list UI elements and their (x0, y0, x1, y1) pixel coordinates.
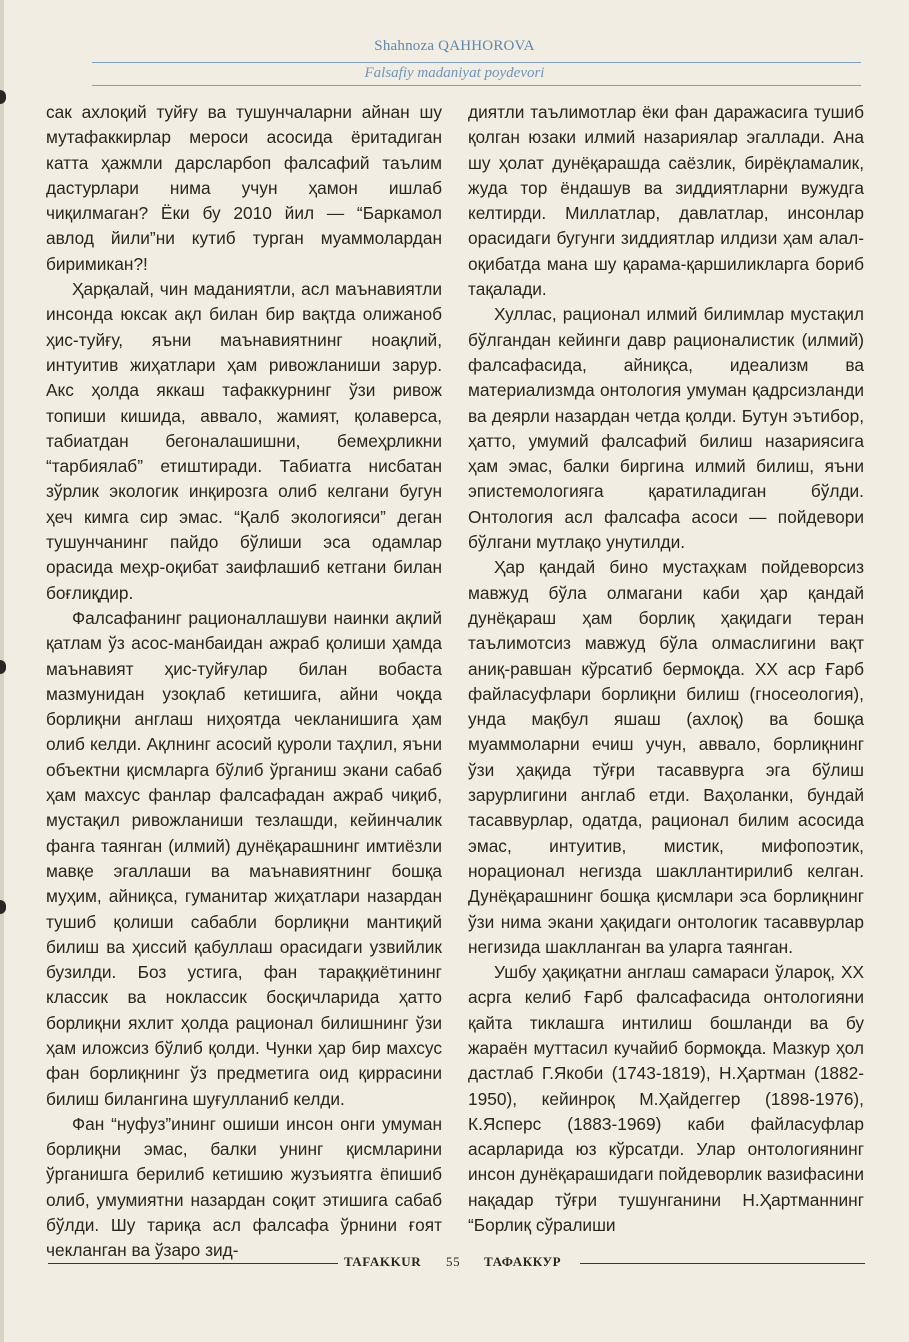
running-header (0, 38, 909, 55)
footer-journal-cyrillic: ТАФАККУР (484, 1254, 562, 1269)
paragraph: Фан “нуфуз”ининг ошиши инсон онги умуман борлиқни эмас, балки унинг қисмларини ўрганишга берилиб кетишию жузъиятга ёпишиб олиб, умумиятни назардан соқит этишига сабаб бўлди. Шу тариқа асл фалсафа ўрнини ғоят чекланган ва ўзаро зид- (46, 1113, 442, 1261)
footer-journal-latin: TAFAKKUR (344, 1254, 422, 1269)
right-column (468, 100, 864, 1236)
paragraph: сак ахлоқий туйғу ва тушунчаларни айнан шу мутафаккирлар мероси асосида ёритадиган катта ҳажмли дарсларбоп фалсафий таълим дастурлари нима учун ҳамон ишлаб чиқилмаган? Ёки бу 2010 йил — “Баркамол авлод йили”ни кутиб турган муаммолардан биримикан?! (46, 102, 442, 274)
paragraph: Ушбу ҳақиқатни англаш самараси ўлароқ, XX асрга келиб Ғарб фалсафасида онтологияни қайта тиклашга интилиш бошланди ва бу жараён муттасил кучайиб бормоқда. Мазкур ҳол дастлаб Г.Якоби (1743-1819), Н.Ҳартман (1882-1950), кейинроқ М.Ҳайдеггер (1898-1976), К.Ясперс (1883-1969) каби файласуфлар асарларида юз кўрсатди. Улар онтологиянинг инсон дунёқарашидаги пойдеворлик вазифасини нақадар тўғри тушунганини Н.Ҳартманнинг “Борлиқ сўралиши (468, 962, 864, 1236)
binder-hole (0, 660, 6, 674)
paragraph: Фалсафанинг рационаллашуви наинки ақлий қатлам ўз асос-манбаидан ажраб қолиши ҳамда маънавият ҳис-туйғулар билан вобаста мазмунидан узоқлаб кетишига, айни чоқда борлиқни англаш ниҳоятда чекланишига ҳам олиб келди. Ақлнинг асосий қуроли таҳлил, яъни объектни қисмларга бўлиб ўрганиш экани сабаб ҳам махсус фанлар фалсафадан ажраб чиқиб, мустақил ривожланиши тезлашди, кейинчалик фанга таянган (илмий) дунёқарашнинг имтиёзли мавқе эгаллаши ва маънавиятнинг бошқа муҳим, айниқса, гуманитар жиҳатлари назардан тушиб қолиши сабабли борлиқни мантиқий билиш ва ҳиссий қабуллаш орасидаги узвийлик бузилди. Боз устига, фан тараққиётининг классик ва ноклассик босқичларида ҳатто борлиқни яхлит ҳолда рационал билишнинг ўзи ҳам иложсиз бўлиб қолди. Чунки ҳар бир махсус фан борлиқнинг ўз предметига оид қиррасини билиш билангина шуғулланиб келди. (46, 607, 442, 1109)
paragraph: Хуллас, рационал илмий билимлар мустақил бўлгандан кейинги давр рационалистик (илмий) фалсафасида, айниқса, идеализм ва материализмда онтология умуман қадрсизланди ва деярли назардан четда қолди. Бутун эътибор, ҳатто, умумий фалсафий билиш назариясига ҳам эмас, балки биргина илмий билиш, яъни эпистемологияга қаратиладиган бўлди. Онтология асл фалсафа асоси — пойдевори бўлгани мутлақо унутилди. (468, 304, 864, 553)
left-column (46, 100, 442, 1261)
header-rule-bottom (92, 85, 861, 86)
header-rule-top (92, 62, 861, 63)
paragraph: диятли таълимотлар ёки фан даражасига тушиб қолган юзаки илмий назариялар эгаллади. Ана шу ҳолат дунёқарашда саёзлик, бирёқламалик, жуда тор ёндашув ва зиддиятларни вужудга келтирди. Миллатлар, давлатлар, инсонлар орасидаги бугунги зиддиятлар илдизи ҳам алал-оқибатда мана шу қарама-қаршиликларга бориб тақалади. (468, 102, 864, 300)
header-subtitle: Falsafiy madaniyat poydevori (364, 65, 545, 81)
footer-rule-left (48, 1263, 338, 1264)
header-author: Shahnoza QAHHOROVA (374, 38, 535, 54)
binder-hole (0, 900, 6, 914)
paragraph: Ҳар қандай бино мустаҳкам пойдеворсиз мавжуд бўла олмагани каби ҳар қандай дунёқараш ҳам борлиқ ҳақидаги теран таълимотсиз мавжуд бўла олмаслигини вақт аниқ-равшан кўрсатиб бермоқда. XX аср Ғарб файласуфлари борлиқни билиш (гносеология), унда мақбул яшаш (ахлоқ) ва бошқа муаммоларни ечиш учун, аввало, борлиқнинг ўзи ҳақида тўғри тасаввурга эга бўлиш зарурлигини англаб етди. Ваҳоланки, бундай тасаввурлар, одатда, рационал билим асосида эмас, интуитив, мистик, мифопоэтик, норационал негизда шакллантирилиб келган. Дунёқарашнинг бошқа қисмлари эса борлиқнинг ўзи нима экани ҳақидаги онтологик тасаввурлар негизида шаклланган ва уларга таянган. (468, 557, 864, 957)
footer-rule-right (580, 1263, 865, 1264)
paragraph: Ҳарқалай, чин маданиятли, асл маънавиятли инсонда юксак ақл билан бир вақтда олижаноб ҳис-туйғу, яъни маънавиятнинг ноақлий, интуитив жиҳатлари ҳам ривожланиши зарур. Акс ҳолда яккаш тафаккурнинг ўзи ривож топиши кишида, аввало, жамият, қолаверса, табиатдан бегоналашишни, бемеҳрликни “тарбиялаб” етиштиради. Табиатга нисбатан зўрлик экологик инқирозга олиб келгани бугун ҳеч кимга сир эмас. “Қалб экологияси” деган тушунчанинг пайдо бўлиши эса одамлар орасида меҳр-оқибат заифлашиб кетгани билан боғлиқдир. (46, 279, 442, 603)
page-number: 55 (446, 1254, 461, 1269)
running-footer (0, 1251, 909, 1275)
binder-hole (0, 90, 6, 104)
